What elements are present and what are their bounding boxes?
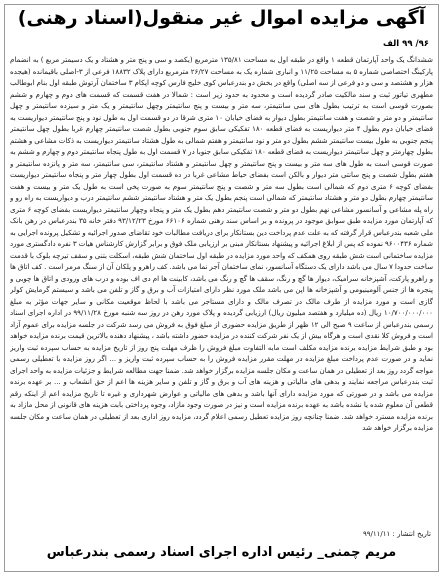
notice-body: ششدانگ یک واحد آپارتمان قطعه ۱ واقع در طبقه اول به مساحت ۱۳۵/۸۱ مترمربع (یکصد و سی و پنج متر و هشتاد و یک دسیمتر مربع ) به انضمام پارکینگ اختصاصی شماره ۵ به مساحت ۱۱/۲۵ و انباری شماره یک به مساحت ۲۶/۲۷ مترمربع دارای پلاک ۱۸۸۳۲ فرعی از ۳-اصلی باقیمانده (هیجده هزار و هشتصد و سی و دو فرعی از سه اصلی) واقع در بخش دو بندرعباس کوی خلیج فارس کوچه اپکام ۳ ساختمان آرتوش طبقه اول بنام ابوطالب مطهری تیاتور ثبت و سند مالکیت صادر گردیده است و محدود به حدود زیر است : شمالا در هفت قسمت که قسمت های دوم و چهارم و ششم بصورت قوسی است به ترتیب بطول های سی سانتیمتر، سه متر و بیست و پنج سانتیمتر وچهل سانتیمتر و یک متر و سیزده سانتیمتر و چهل سانتیمتر و دو متر و شصت و هفت سانتیمتر بطول دیوار به فضای خیابان ۱۰ متری شرقا در دو قسمت اول به طول نود و پنج سانتیمتر دیواریست به فضای خیابان دوم بطول ۴ متر دیواریست به فضای قطعه ۱۸۰ تفکیکی سابق سوم جنوبی بطول شصت سانتیمتر چهارم غربا بطول چهل سانتیمتر پنجم جنوبی به طول بیست سانتیمتر ششم بطول دو متر و نود سانتیمتر و هفتم شمالی به طول هشتاد سانتیمتر دیواریست به ذکات مشاعی و هشتم بطول چهارمتر و چهل سانتیمتر دیواریست به فضای قطعه ۱۸۰ تفکیکی سابق جنوبا در ۷ قسمت اول به طول پنجاه سانتیمتر دوم و چهارم و ششم به صورت قوسی است به طول های سه متر و بیست و پنج سانتیمتر و چهل سانتیمتر و هشتاد سانتیمتر، سی سانتیمتر، سه متر و پانزده سانتیمتر و هفتم بطول شصت و پنج سانتی متر دیوار و بالکن است بفضای حیاط مشاعی غربا در ده قسمت اول بطول چهار متر و پنجاه سانتیمتر دیواریست بفضای کوچه ۶ متری دوم که شمالی است بطول سه متر و شصت و پنج سانتیمتر سوم به صورت پخی است به طول یک متر و بیست و هفت سانتیمتر چهارم بطول دو متر و هشتاد سانتیمتر که شمالی است پنجم بطول یک متر و هشتاد سانتیمتر ششم سانتیمتر درب و دیواریست به راه رو و راه پله مشاعی و آسانسور مشاعی نهم بطول دو متر و شصت سانتیمتر دهم بطول یک متر و پنجاه وچهار سانتیمتر دیواریست بفضای کوچه ۶ متری که آپارتمان مورد مزایده طبق سوابق موجود در پرونده و بر اساس سند رهنی شماره ۶۶۱۰۶ مورخ ۹۳/۱۲/۲۳ دفتر خانه ۳۵ بندرعباس در رهن بانک ملی شعبه بندرعباس قرار گرفته که به علت عدم پرداخت دین بستانکار برای دریافت مطالبات خود تقاضای صدور اجرائیه و تشکیل پرونده اجرایی به شماره ۹۶۰۰۴۳۶ نموده که پس از ابلاغ اجرائیه و پیشنهاد بستانکار مبنی بر ارزیابی ملک فوق و برابر گزارش کارشناس هیات ۳ نفره دادگستری مورد مزایده ساختمانی است شش طبقه روی همکف که واحد مورد مزایده در طبقه اول ساختمان شش طبقه، اسکلت بتنی و سقف تیرچه بلوک با قدمت ساخت حدودا ۷ سال می باشد دارای یک دستگاه آسانسور، نمای ساختمان آجر نما می باشد. کف راهرو و پلکان آن از سنگ مرمر است . کف اتاق ها و راهرو پارکت، آشپزخانه سرامیک، دیوار ها گچ و رنگ، سقف ها گچ و رنگ می باشد، کابینت ها ام دی اف بوده و درب های ورودی و اتاق ها چوبی و پنجره ها از جنس آلومینیومی و آشپزخانه ها اپن می باشد ملک مورد نظر دارای امتیازات آب و برق و گاز و تلفن می باشد و سیستم گرمایش کولر گازی است و مورد مزایده از طرف مالک در تصرف مالک و دارای مستاجر می باشد با لحاظ موقعیت مکانی و سایر جهات مؤثر به مبلغ ۱۰/۷۰۰/۰۰۰/۰۰۰ ریال (ده میلیارد و هفتصد میلیون ریال) ارزیابی گردیده و پلاک مورد رهن در روز سه شنبه مورخ ۹۹/۱۱/۲۸ در اداره اجرای اسناد رسمی بندرعباس از ساعت ۹ صبح الی ۱۲ ظهر از طریق مزایده حضوری از مبلغ فوق به فروش می رسد شرکت در جلسه مزایده برای عموم آزاد است و فروش کلا نقدی است و هرگاه بیش از یک نفر شرکت کننده در مزایده حضور داشته باشد ، پیشنهاد دهنده بالاترین قیمت برنده مزایده خواهد بود و طبق شرایط مزایده برنده مزایده مکلف است مابه التفاوت مبلغ فروش را ظرف مهلت پنج روز از تاریخ مزایده به حساب سپرده ثبت واریز نماید و در صورت عدم پرداخت مبلغ مزایده در مهلت مقرر مزایده فروش را به حساب سپرده ثبت واریز و ... اگر روز مزایده با تعطیلی رسمی مواجه گردد روز بعد از تعطیلی در همان ساعت و مکان جلسه مزایده برگزار خواهد شد. ضمنا جهت مطالعه شرایط و جزئیات مزایده به واحد اجرای ثبت بندرعباس مراجعه نمایند و بدهی های مالیاتی و هزینه های آب و برق و گاز و تلفن و سایر هزینه ها اعم از حق انشعاب و ... بر عهده برنده مزایده می باشد و در صورتی که مورد مزایده دارای آنها باشد و بدهی های مالیاتی و عوارض شهرداری و غیره تا تاریخ مزایده اعم از اینکه رقم قطعی آن معلوم شده یا نشده باشد به عهده برنده مزایده است و نیز در صورت وجود مازاد، وجوه پرداختی بابت هزینه های قانونی از محل مازاد به برنده مزایده مسترد خواهد شد. ضمنا چنانچه روز مزایده تعطیل رسمی اعلام گردد، مزایده روز اداری بعد از تعطیلی در همان ساعت و مکان جلسه مزایده برگزار خواهد شد <box>10 55 433 432</box>
notice-signature: مریم چمنی_ رئیس اداره اجرای اسناد رسمی بندرعباس <box>46 545 397 560</box>
notice-title: آگهی مزایده اموال غیر منقول(اسناد رهنی) <box>17 7 426 29</box>
notice-reference-number: ۹۶/ ۹۹ الف <box>382 39 429 49</box>
publish-date: تاریخ انتشار : ۹۹/۱۱/۱۱ <box>362 530 431 538</box>
